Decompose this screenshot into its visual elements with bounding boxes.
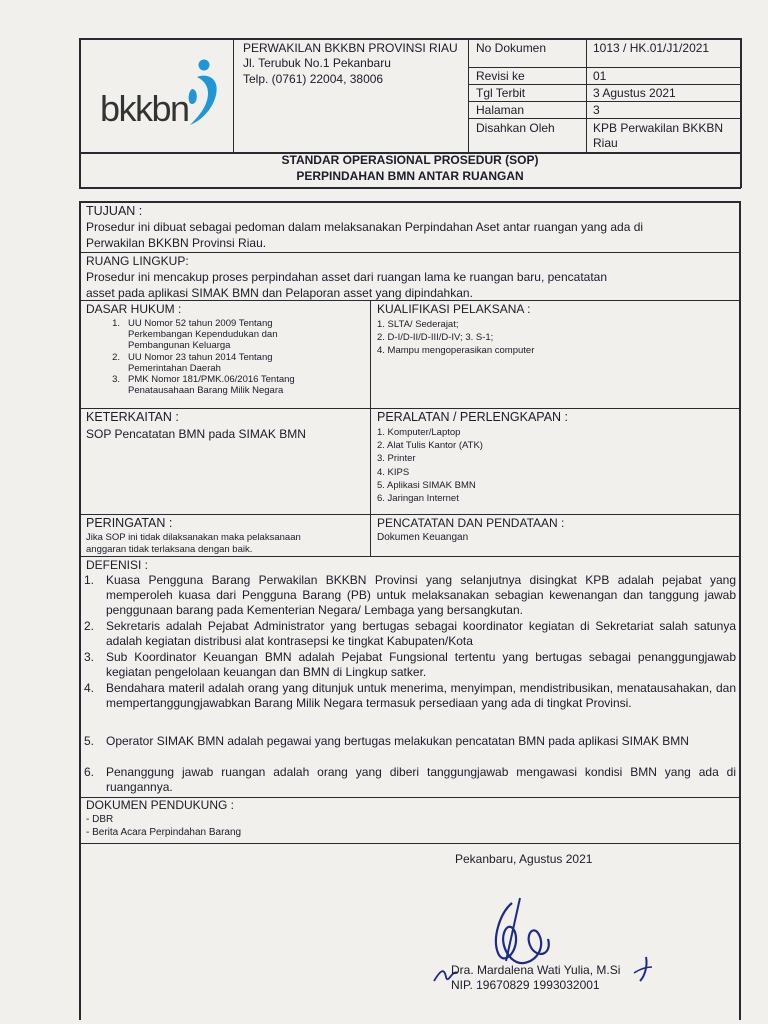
list-item: 4. Mampu mengoperasikan computer [377,345,535,357]
bkkbn-logo [100,55,225,135]
dasar-hukum-heading: DASAR HUKUM : [86,302,182,316]
ruang-lingkup-text-2: asset pada aplikasi SIMAK BMN dan Pelaporan asset yang dipindahkan. [86,286,473,300]
list-item: 1. Kuasa Pengguna Barang Perwakilan BKKBN Provinsi yang selanjutnya disingkat KPB adalah pejabat yang memperoleh kuasa dari Pengguna Barang (PB) untuk melaksanakan sebagian kewenangan dan tanggung jawab penggunaan barang pada Kementerian Negara/ Lembaga yang bersangkutan. [84,573,736,618]
peralatan-list [377,426,483,505]
keterkaitan-heading: KETERKAITAN : [86,410,179,424]
doc-label-revisi: Revisi ke [476,69,525,83]
peringatan-text-2: anggaran tidak terlaksana dengan baik. [86,544,253,555]
definisi-heading: DEFENISI : [86,558,149,572]
list-item: 2. Alat Tulis Kantor (ATK) [377,440,483,452]
list-item: 3. Printer [377,453,416,465]
list-item: 2. Sekretaris adalah Pejabat Administrator yang bertugas sebagai koordinator kegiatan di Sekretariat salah satunya adalah kegiatan distribusi alat kontrasepsi ke tingkat Kabupaten/Kota [84,619,736,649]
tujuan-text-1: Prosedur ini dibuat sebagai pedoman dalam melaksanakan Perpindahan Aset antar ruangan yang ada di [86,220,644,234]
list-item: 5. Aplikasi SIMAK BMN [377,479,476,491]
doc-label-no: No Dokumen [476,41,547,55]
pencatatan-text: Dokumen Keuangan [377,532,469,543]
list-item: 3. PMK Nomor 181/PMK.06/2016 Tentang Penatausahaan Barang Milik Negara [112,374,295,397]
list-item: 6. Penanggung jawab ruangan adalah orang yang diberi tanggungjawab mengawasi kondisi BMN yang ada di ruangannya. [84,765,736,795]
list-item: 1. SLTA/ Sederajat; [377,319,459,330]
doc-value-no: 1013 / HK.01/J1/2021 [593,41,710,55]
signatory-nip: NIP. 19670829 1993032001 [451,978,600,992]
tujuan-text-2: Perwakilan BKKBN Provinsi Riau. [86,236,267,250]
doc-value-revisi: 01 [593,69,607,83]
keterkaitan-text: SOP Pencatatan BMN pada SIMAK BMN [86,427,306,441]
pencatatan-heading: PENCATATAN DAN PENDATAAN : [377,516,565,530]
svg-text:bkkbn: bkkbn [100,88,189,129]
definisi-list [84,573,736,796]
list-item: 2. UU Nomor 23 tahun 2014 Tentang Pemerintahan Daerah [112,351,273,374]
list-item: 4. KIPS [377,466,410,478]
peralatan-heading: PERALATAN / PERLENGKAPAN : [377,410,569,424]
dokumen-list [86,813,241,839]
ruang-lingkup-heading: RUANG LINGKUP: [86,254,189,268]
doc-label-disahkan: Disahkan Oleh [476,121,555,135]
org-phone: Telp. (0761) 22004, 38006 [243,72,384,86]
list-item: 6. Jaringan Internet [377,493,459,505]
list-item: 5. Operator SIMAK BMN adalah pegawai yang bertugas melakukan pencatatan BMN pada aplikasi SIMAK BMN [84,734,689,748]
place-date: Pekanbaru, Agustus 2021 [455,852,593,866]
doc-value-tgl: 3 Agustus 2021 [593,86,676,100]
list-item: 3. Sub Koordinator Keuangan BMN adalah Pejabat Fungsional tertentu yang bertugas sebagai penanggungjawab kegiatan pengelolaan keuangan dan BMN di Lingkup satker. [84,650,736,680]
title-line-2: PERPINDAHAN BMN ANTAR RUANGAN [296,169,524,183]
list-item: 4. Bendahara materil adalah orang yang ditunjuk untuk menerima, menyimpan, mendistribusikan, menatausahakan, dan mempertanggungjawabkan Barang Milik Negara termasuk persediaan yang ada di tingkat Provinsi. [84,681,736,711]
doc-label-tgl: Tgl Terbit [476,86,526,100]
list-item: - DBR [86,814,114,825]
ruang-lingkup-text-1: Prosedur ini mencakup proses perpindahan asset dari ruangan lama ke ruangan baru, pencatatan [86,270,608,284]
org-name: PERWAKILAN BKKBN PROVINSI RIAU [243,41,458,55]
doc-value-disahkan: KPB Perwakilan BKKBN [593,121,724,135]
peringatan-heading: PERINGATAN : [86,516,173,530]
doc-label-halaman: Halaman [476,103,525,117]
kualifikasi-heading: KUALIFIKASI PELAKSANA : [377,302,531,316]
list-item: - Berita Acara Perpindahan Barang [86,827,242,839]
dokumen-heading: DOKUMEN PENDUKUNG : [86,798,235,812]
list-item: 2. D-I/D-II/D-III/D-IV; 3. S-1; [377,332,494,344]
dasar-hukum-list [90,318,350,396]
title-line-1: STANDAR OPERASIONAL PROSEDUR (SOP) [281,153,539,167]
list-item: 1. UU Nomor 52 tahun 2009 Tentang Perkembangan Kependudukan dan Pembangunan Keluarga [112,318,278,352]
signatory-name: Dra. Mardalena Wati Yulia, M.Si [451,963,621,977]
org-address: Jl. Terubuk No.1 Pekanbaru [243,56,391,70]
list-item: 1. Komputer/Laptop [377,427,461,438]
kualifikasi-list [377,318,534,358]
tujuan-heading: TUJUAN : [86,204,143,218]
peringatan-text-1: Jika SOP ini tidak dilaksanakan maka pelaksanaan [86,532,301,543]
doc-value-disahkan-2: Riau [593,136,618,150]
doc-value-halaman: 3 [593,103,600,117]
